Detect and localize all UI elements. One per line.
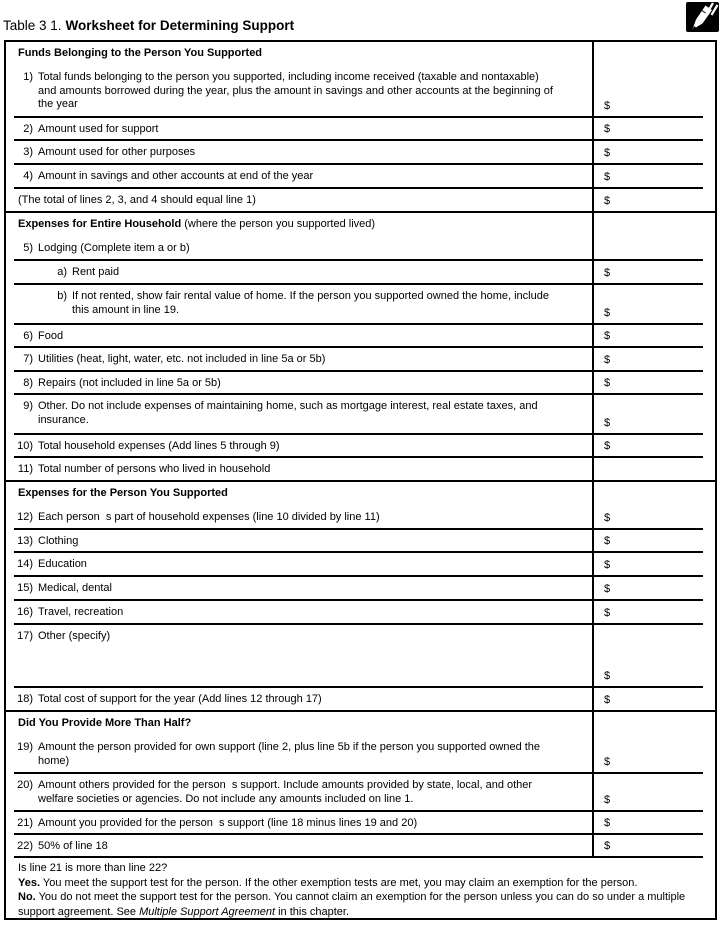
row-text: Amount in savings and other accounts at end of the year — [38, 170, 314, 182]
row-3 — [6, 141, 715, 165]
section-header-text: Funds Belonging to the Person You Supported — [18, 47, 263, 59]
amount-cell: $ — [604, 755, 611, 768]
multiple-support-agreement-reference: Multiple Support Agreement — [139, 905, 276, 918]
row-number: 18) — [17, 693, 33, 705]
row-description — [6, 395, 585, 427]
section-header-note: (where the person you supported lived) — [181, 218, 376, 230]
row-number: 14) — [17, 558, 33, 570]
row-18 — [6, 688, 715, 712]
row-description — [6, 66, 585, 112]
row-description — [6, 141, 585, 160]
row-number: 15) — [17, 582, 33, 594]
no-text-end: in this chapter. — [275, 905, 350, 918]
row-6 — [6, 325, 715, 348]
row-number: 21) — [17, 817, 33, 829]
row-19 — [6, 736, 715, 774]
amount-cell: $ — [604, 266, 611, 279]
row-number: 16) — [17, 606, 33, 618]
row-17 — [6, 625, 715, 688]
row-number: 10) — [17, 440, 33, 452]
no-label: No. — [18, 891, 36, 904]
row-8 — [6, 372, 715, 395]
table-title — [3, 19, 294, 33]
amount-cell: $ — [604, 693, 611, 706]
row-number: 19) — [17, 741, 33, 753]
row-text: If not rented, show fair rental value of home. If the person you supported owned the home, include this amount in line 19. — [72, 290, 549, 316]
row-text: Utilities (heat, light, water, etc. not included in line 5a or 5b) — [38, 353, 326, 365]
amount-cell: $ — [604, 816, 611, 829]
section-header-text: Expenses for the Person You Supported — [18, 487, 228, 499]
row-description — [6, 530, 585, 549]
yes-label: Yes. — [18, 876, 41, 889]
row-description — [6, 348, 585, 367]
row-20 — [6, 774, 715, 812]
section-header-household — [6, 213, 715, 237]
row-text: Medical, dental — [38, 582, 112, 594]
row-description — [6, 189, 585, 208]
amount-cell: $ — [604, 511, 611, 524]
row-description — [6, 325, 585, 344]
row-description — [6, 601, 585, 620]
row-number: 1) — [23, 71, 33, 83]
section-header-more-than-half — [6, 712, 715, 736]
row-11 — [6, 458, 715, 482]
row-total-check — [6, 189, 715, 213]
row-number: 11) — [17, 463, 33, 475]
row-5b — [6, 285, 715, 325]
row-text: Amount you provided for the person s support (line 18 minus lines 19 and 20) — [38, 817, 418, 829]
row-number: b) — [57, 290, 67, 302]
row-number: 6) — [23, 330, 33, 342]
row-21 — [6, 812, 715, 835]
row-number: 4) — [23, 170, 33, 182]
page-title: Worksheet for Determining Support — [65, 18, 295, 33]
section-header-text: Did You Provide More Than Half? — [18, 717, 192, 729]
row-text: Other (specify) — [38, 630, 111, 642]
row-number: 20) — [17, 779, 33, 791]
row-description — [6, 458, 585, 477]
row-description — [6, 285, 585, 317]
row-text: Amount used for support — [38, 123, 159, 135]
amount-cell: $ — [604, 353, 611, 366]
row-number: 13) — [17, 535, 33, 547]
amount-cell: $ — [604, 122, 611, 135]
table-number: Table 3 1. — [3, 18, 62, 33]
pencil-icon — [686, 2, 719, 32]
row-description — [6, 237, 585, 256]
amount-cell: $ — [604, 376, 611, 389]
row-text: Other. Do not include expenses of maintaining home, such as mortgage interest, real estate taxes, and insurance. — [38, 400, 538, 426]
row-description — [6, 553, 585, 572]
row-1 — [6, 66, 715, 118]
row-text: Total number of persons who lived in household — [38, 463, 271, 475]
amount-cell: $ — [604, 439, 611, 452]
amount-cell: $ — [604, 793, 611, 806]
row-number: 2) — [23, 123, 33, 135]
amount-cell: $ — [604, 839, 611, 852]
row-text: Clothing — [38, 535, 79, 547]
row-text: Rent paid — [72, 266, 120, 278]
amount-cell: $ — [604, 582, 611, 595]
row-5a — [6, 261, 715, 285]
row-text: Travel, recreation — [38, 606, 124, 618]
row-5 — [6, 237, 715, 261]
row-text: Education — [38, 558, 87, 570]
row-description — [6, 506, 585, 525]
row-text: (The total of lines 2, 3, and 4 should equal line 1) — [18, 194, 256, 206]
row-description — [6, 774, 585, 806]
row-text: Lodging (Complete item a or b) — [38, 242, 190, 254]
row-number: 17) — [17, 630, 33, 642]
row-description — [6, 577, 585, 596]
row-description — [6, 625, 585, 644]
amount-cell: $ — [604, 170, 611, 183]
section-header-text: Expenses for Entire Household — [18, 218, 182, 230]
row-description — [6, 736, 585, 768]
footer-note — [6, 858, 715, 918]
row-number: 8) — [23, 377, 33, 389]
row-number: 5) — [23, 242, 33, 254]
amount-cell: $ — [604, 669, 611, 682]
row-7 — [6, 348, 715, 372]
section-header-person-supported — [6, 482, 715, 506]
row-description — [6, 261, 585, 280]
row-text: Amount used for other purposes — [38, 146, 196, 158]
row-description — [6, 372, 585, 391]
footer-yes-line — [18, 876, 705, 891]
row-text: Food — [38, 330, 64, 342]
row-text: Repairs (not included in line 5a or 5b) — [38, 377, 221, 389]
amount-cell: $ — [604, 306, 611, 319]
section-header-funds — [6, 42, 715, 66]
row-number: 12) — [17, 511, 33, 523]
amount-cell: $ — [604, 558, 611, 571]
row-text: Each person s part of household expenses (line 10 divided by line 11) — [38, 511, 380, 523]
row-number: 7) — [23, 353, 33, 365]
row-text: Total cost of support for the year (Add lines 12 through 17) — [38, 693, 322, 705]
amount-cell: $ — [604, 99, 611, 112]
row-text: Total household expenses (Add lines 5 through 9) — [38, 440, 280, 452]
no-text: You do not meet the support test for the person. You cannot claim an exemption for the person unless you can do so under a multiple support agreement. See — [18, 891, 686, 918]
row-13 — [6, 530, 715, 553]
amount-cell: $ — [604, 606, 611, 619]
row-description — [6, 435, 585, 454]
row-9 — [6, 395, 715, 435]
row-16 — [6, 601, 715, 625]
row-text: 50% of line 18 — [38, 840, 108, 852]
row-number: 22) — [17, 840, 33, 852]
row-description — [6, 812, 585, 831]
row-number: a) — [57, 266, 67, 278]
row-22 — [6, 835, 715, 858]
row-4 — [6, 165, 715, 189]
row-2 — [6, 118, 715, 141]
row-12 — [6, 506, 715, 530]
row-description — [6, 835, 585, 854]
worksheet-table — [4, 40, 717, 920]
row-text: Total funds belonging to the person you supported, including income received (taxable and nontaxable) and amounts borrowed during the year, plus the amount in savings and other accounts at the beginning of the year — [38, 71, 553, 110]
amount-cell: $ — [604, 416, 611, 429]
row-number: 9) — [23, 400, 33, 412]
row-number: 3) — [23, 146, 33, 158]
footer-question — [18, 861, 705, 876]
row-14 — [6, 553, 715, 577]
row-text: Amount others provided for the person s support. Include amounts provided by state, local, and other welfare societies or agencies. Do not include any amounts included on line 1. — [38, 779, 533, 805]
yes-text: You meet the support test for the person. If the other exemption tests are met, you may claim an exemption for the person. — [40, 876, 638, 889]
amount-cell: $ — [604, 194, 611, 207]
row-description — [6, 118, 585, 137]
amount-cell: $ — [604, 146, 611, 159]
footer-no-line — [18, 890, 705, 919]
row-10 — [6, 435, 715, 458]
amount-cell: $ — [604, 329, 611, 342]
amount-cell: $ — [604, 534, 611, 547]
row-text: Amount the person provided for own support (line 2, plus line 5b if the person you supported owned the home) — [38, 741, 541, 767]
row-description — [6, 165, 585, 184]
row-15 — [6, 577, 715, 601]
footer-question-text: Is line 21 is more than line 22? — [18, 862, 168, 874]
row-description — [6, 688, 585, 707]
